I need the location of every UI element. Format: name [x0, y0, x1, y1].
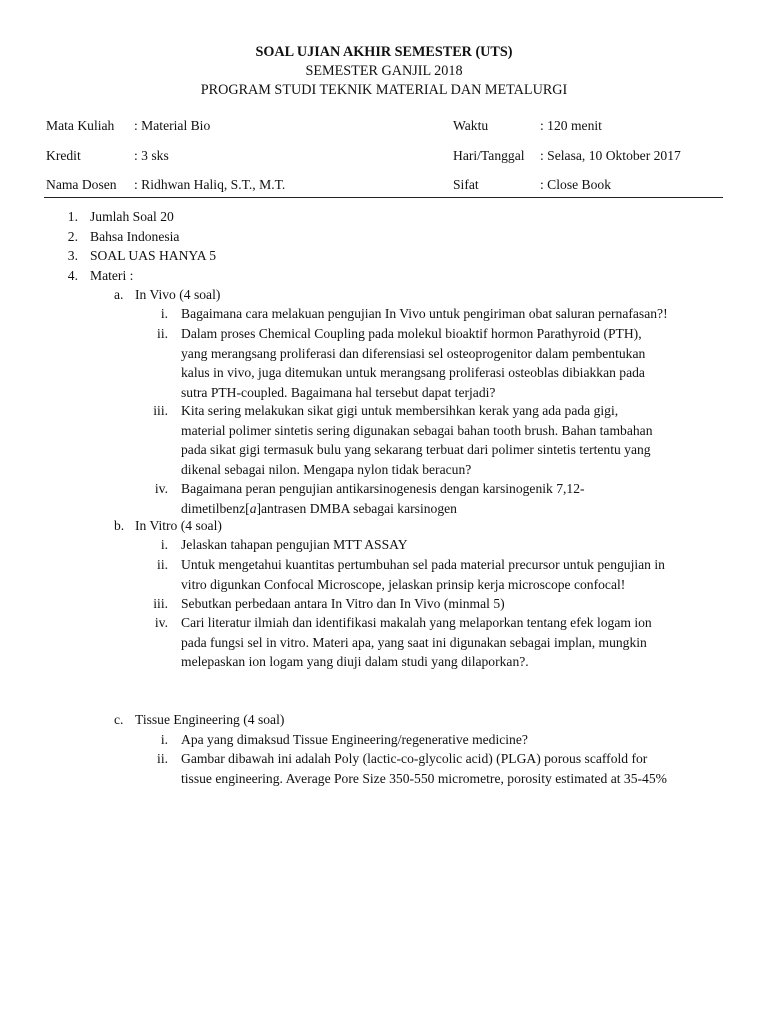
rule-text: Jumlah Soal 20 [90, 209, 174, 224]
question-number: i. [160, 306, 168, 321]
waktu-value: : 120 menit [540, 118, 602, 133]
question-number: iii. [153, 596, 168, 611]
question-number: ii. [157, 557, 168, 572]
hari-tanggal-value: : Selasa, 10 Oktober 2017 [540, 148, 681, 163]
mata-kuliah-label: Mata Kuliah [46, 118, 115, 133]
rule-number: 4. [67, 268, 78, 283]
hari-tanggal-label: Hari/Tanggal [453, 148, 525, 163]
section-marker: a. [114, 287, 124, 302]
exam-title: SOAL UJIAN AKHIR SEMESTER (UTS) [255, 44, 513, 60]
question-text: Apa yang dimaksud Tissue Engineering/regenerative medicine? [181, 732, 528, 747]
rule-text: Materi : [90, 268, 134, 283]
question-number: i. [160, 732, 168, 747]
question-text: Kita sering melakukan sikat gigi untuk membersihkan kerak yang ada pada gigi, material polimer sintetis sering digunakan sebagai bahan tooth brush. Bahan tambahan pada sikat gigi termasuk bulu yang sekarang terbuat dari polimer sintetis tertentu yang dikenal sebagai nilon. Mengapa nylon tidak beracun? [181, 403, 653, 477]
section-title-tissue-engineering: Tissue Engineering (4 soal) [135, 712, 285, 727]
exam-program: PROGRAM STUDI TEKNIK MATERIAL DAN METALURGI [200, 82, 568, 98]
question-number: iii. [153, 403, 168, 418]
question-text: Untuk mengetahui kuantitas pertumbuhan sel pada material precursor untuk pengujian in vitro digunkan Confocal Microscope, jelaskan prinsip kerja microscope confocal! [181, 557, 665, 592]
kredit-value: : 3 sks [134, 148, 169, 163]
question-number: i. [160, 537, 168, 552]
question-number: ii. [157, 751, 168, 766]
question-text: Dalam proses Chemical Coupling pada molekul bioaktif hormon Parathyroid (PTH), yang merangsang proliferasi dan diferensiasi sel osteoprogenitor dalam pembentukan kalus in vivo, juga ditemukan untuk merangsang proliferasi osteoblas dibiakkan pada sutra PTH-coupled. Bagaimana hal tersebut dapat terjadi? [181, 326, 646, 400]
kredit-label: Kredit [46, 148, 81, 163]
question-text: Cari literatur ilmiah dan identifikasi makalah yang melaporkan tentang efek logam ion pada fungsi sel in vitro. Materi apa, yang saat ini digunakan sebagai implan, mungkin melepaskan ion logam yang diuji dalam studi yang dilaporkan?. [181, 615, 652, 669]
question-text: Jelaskan tahapan pengujian MTT ASSAY [181, 537, 408, 552]
header-divider [44, 197, 723, 198]
waktu-label: Waktu [453, 118, 489, 133]
question-text: Sebutkan perbedaan antara In Vitro dan In Vivo (minmal 5) [181, 596, 505, 611]
question-number: iv. [154, 615, 168, 630]
sifat-value: : Close Book [540, 177, 611, 192]
rule-number: 2. [67, 229, 78, 244]
question-number: iv. [154, 481, 168, 496]
question-text: Gambar dibawah ini adalah Poly (lactic-co-glycolic acid) (PLGA) porous scaffold for tissue engineering. Average Pore Size 350-550 micrometre, porosity estimated at 35-45% [181, 751, 667, 786]
question-text: Bagaimana cara melakuan pengujian In Vivo untuk pengiriman obat saluran pernafasan?! [181, 306, 668, 321]
section-marker: c. [114, 712, 124, 727]
exam-semester: SEMESTER GANJIL 2018 [305, 63, 463, 79]
section-title-in-vitro: In Vitro (4 soal) [135, 518, 222, 533]
rule-text: Bahsa Indonesia [90, 229, 180, 244]
nama-dosen-value: : Ridhwan Haliq, S.T., M.T. [134, 177, 286, 192]
section-title-in-vivo: In Vivo (4 soal) [135, 287, 221, 302]
question-number: ii. [157, 326, 168, 341]
rule-number: 1. [67, 209, 78, 224]
question-text: Bagaimana peran pengujian antikarsinogenesis dengan karsinogenik 7,12- dimetilbenz[a]antrasen DMBA sebagai karsinogen [181, 481, 585, 516]
rule-number: 3. [67, 248, 78, 263]
rule-text: SOAL UAS HANYA 5 [90, 248, 217, 263]
sifat-label: Sifat [453, 177, 479, 192]
mata-kuliah-value: : Material Bio [134, 118, 211, 133]
nama-dosen-label: Nama Dosen [46, 177, 117, 192]
section-marker: b. [114, 518, 125, 533]
